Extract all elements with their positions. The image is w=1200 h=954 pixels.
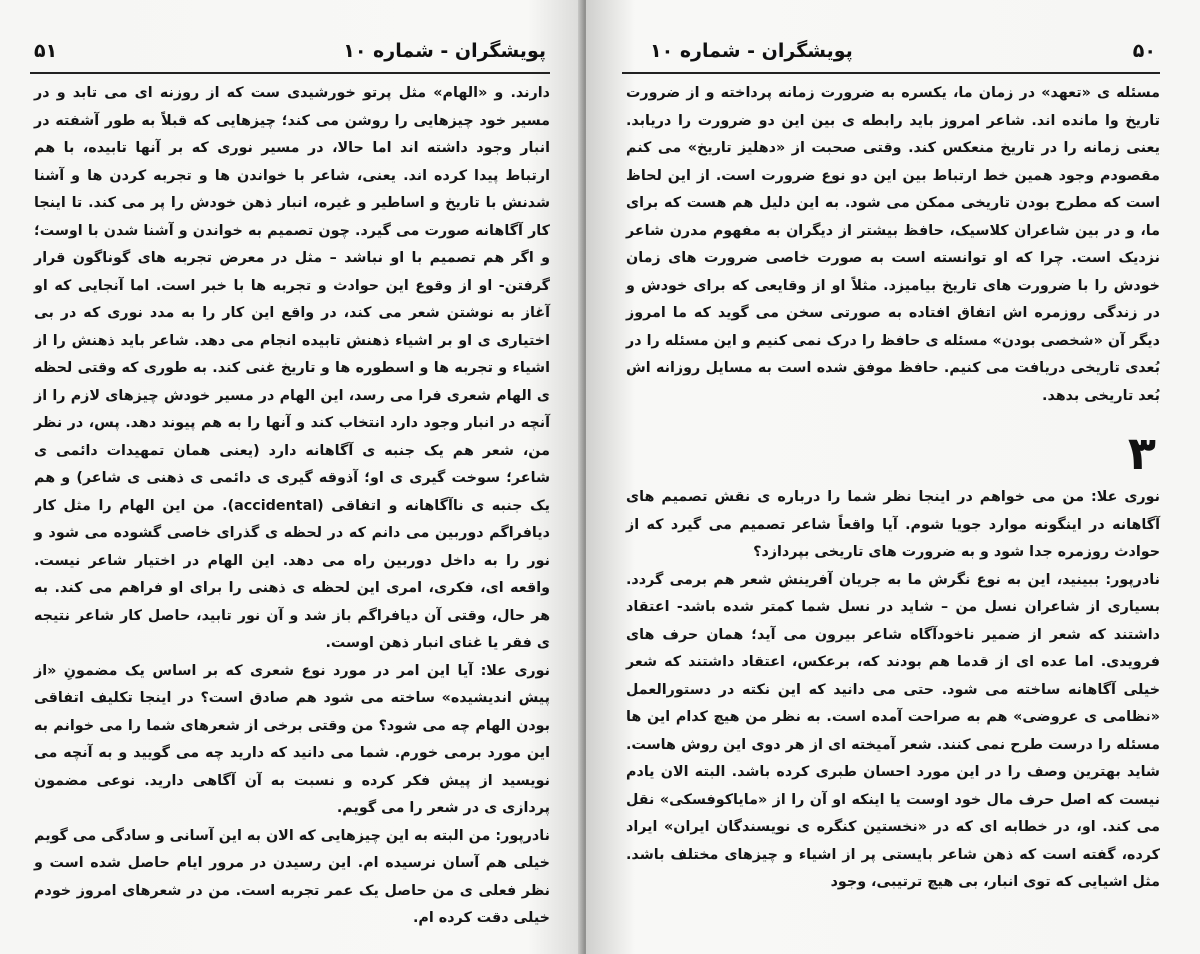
- paragraph: [626, 80, 1160, 410]
- page-number-right: ۵۰: [1132, 40, 1156, 62]
- speaker-label: نادرپور:: [1105, 571, 1160, 588]
- paragraph-text: آیا این امر در مورد نوع شعری که بر اساس یک مضمونِ «از پیش اندیشیده» ساخته می شود هم صادق است؟ در اینجا تکلیف اتفاقی بودن الهام چه می شود؟ من وقتی برخی از شعرهای شما را می خوانم به این مورد برمی خورم. شما می دانید که دارید چه می گویید و به آنچه می نویسید از پیش فکر کرده و نسبت به آن آگاهی دارید. نوعی مضمون پردازی ی در شعر را می گویم.: [34, 662, 550, 816]
- right-page-body-top: [626, 80, 1160, 410]
- speaker-label: نادرپور:: [495, 827, 550, 844]
- paragraph-text: من البته به این چیزهایی که الان به این آسانی و سادگی می گویم خیلی هم آسان نرسیده ام. این رسیدن در مرور ایام حاصل شده است و نظر فعلی ی من حاصل یک عمر تجربه است. من در شعرهای امروز خودم خیلی دقت کرده ام.: [34, 827, 550, 926]
- paragraph: [34, 80, 550, 658]
- speaker-label: نوری علا:: [480, 662, 550, 679]
- paragraph-text: ببینید، این به نوع نگرش ما به جریان آفرینش شعر هم برمی گردد. بسیاری از شاعران نسل من – شاید در نسل شما کمتر شده باشد- اعتقاد داشتند که شعر از ضمیر ناخودآگاه شاعر بیرون می آید؛ همان حرف های فرویدی. اما عده ای از قدما هم بودند که، برعکس، اعتقاد داشتند که شعر خیلی آگاهانه ساخته می شود. حتی می دانید که این نکته در دستورالعمل «نظامی ی عروضی» هم به صراحت آمده است. به نظر من هیچ کدام این ها مسئله را درست طرح نمی کنند. شعر آمیخته ای از هر دوی این روش هاست. شاید بهترین وصف را در این مورد احسان طبری کرده باشد. البته الان یادم نیست که اصل حرف مال خود اوست یا اینکه او آن را از «مایاکوفسکی» نقل می کند. او، در خطابه ای که در «نخستین کنگره ی نویسندگان ایران» ایراد کرده، گفته است که ذهن شاعر بایستی پر از اشیاء و چیزهای مختلف باشد. مثل اشیایی که توی انبار، بی هیچ ترتیبی، وجود: [626, 571, 1160, 890]
- section-number: ۳: [1127, 426, 1156, 480]
- left-page-body: [34, 80, 550, 933]
- right-page: [586, 0, 1200, 954]
- running-head-left: پویشگران - شماره ۱۰: [343, 40, 546, 62]
- speaker-label: نوری علا:: [1091, 489, 1160, 505]
- paragraph: [626, 567, 1160, 897]
- paragraph-text: من می خواهم در اینجا نظر شما را درباره ی نقش تصمیم های آگاهانه در اینگونه موارد جویا شوم. آیا واقعاً شاعر تصمیم می گیرد که از حوادث روزمره جدا شود و به ضرورت های تاریخی بپردازد؟: [626, 489, 1160, 560]
- right-page-body-bottom: [626, 484, 1160, 897]
- header-rule-left: [30, 72, 550, 74]
- paragraph-text: مسئله ی «تعهد» در زمان ما، یکسره به ضرورت زمانه پرداخته و از ضرورت تاریخ وا مانده اند. شاعر امروز باید رابطه ی بین این دو ضرورت را دریابد. یعنی زمانه را در تاریخ منعکس کند. وقتی صحبت از «دهلیز تاریخ» می کنم مقصودم وجود همین خط ارتباط بین این دو نوع ضرورت است. از این لحاظ است که مطرح بودن تاریخی ممکن می شود. به این دلیل هم هست که برای ما، و در بین شاعران کلاسیک، حافظ بیشتر از دیگران به مفهوم مدرن شاعر نزدیک است. چرا که او توانسته است به صورت خاصی ضرورت های زمان خودش را با ضرورت های تاریخ بیامیزد. مثلاً او از وقایعی که برای خودش و در زندگی روزمره اش اتفاق افتاده به صورتی سخن می گوید که ما امروز دیگر آن «شخصی بودن» مسئله ی حافظ را درک نمی کنیم و این مسئله را در بُعدی تاریخی دریافت می کنیم. حافظ موفق شده است به مسایل روزانه اش بُعد تاریخی بدهد.: [626, 85, 1160, 404]
- paragraph: [626, 484, 1160, 567]
- paragraph: [34, 823, 550, 933]
- page-number-left: ۵۱: [34, 40, 58, 62]
- header-rule-right: [622, 72, 1160, 74]
- paragraph-text: دارند. و «الهام» مثل پرتو خورشیدی ست که از روزنه ای می تابد و در مسیر خود چیزهایی را روشن می کند؛ چیزهایی که قبلاً به طور آشفته در انبار وجود داشته اند اما حالا، در مسیر نوری که بر آنها تابیده، با هم ارتباط پیدا کرده اند. یعنی، شاعر با خواندن ها و تجربه کردن ها و آشنا شدنش با تاریخ و اساطیر و غیره، انبار ذهن خودش را پر می کند. تا اینجا کار آگاهانه صورت می گیرد. چون تصمیم به خواندن و آشنا شدن با اوست؛ و اگر هم تصمیم با او نباشد – مثل در معرض تجربه های گوناگون قرار گرفتن- او از وقوع این حوادث و تجربه ها با خبر است. اما آنجایی که او آغاز به نوشتن شعر می کند، در واقع این کار را به مدد نوری که در بی اختیاری ی او بر اشیاء ذهنش تابیده انجام می دهد. شاعر باید ذهنش را از اشیاء و تجربه ها و اسطوره ها و تاریخ غنی کند. به طوری که وقتی لحظه ی الهام شعری فرا می رسد، این الهام در مسیر خودش چیزهای لازم را از آنچه در انبار وجود دارد انتخاب کند و آنها را به هم پیوند دهد. پس، در نظر من، شعر هم یک جنبه ی آگاهانه دارد (یعنی همان تمهیدات دائمی ی شاعر؛ سوخت گیری ی او؛ آذوقه گیری ی دائمی ی ذهنی ی شاعر) و هم یک جنبه ی ناآگاهانه و اتفاقی (accidental). من این الهام را مثل کار دیافراگم دوربین می دانم که در لحظه ی گذرای خاصی گشوده می شود و نور را به داخل دوربین راه می دهد. این الهام در اختیار شاعر نیست. واقعه ای، فکری، امری این لحظه ی ذهنی را برای او فراهم می کند. به هر حال، وقتی آن دیافراگم باز شد و آن نور تابید، حاصل کار شاعر نتیجه ی فقر یا غنای انبار ذهن اوست.: [34, 85, 551, 651]
- running-head-right: پویشگران - شماره ۱۰: [650, 40, 853, 62]
- paragraph: [34, 658, 550, 823]
- left-page: [0, 0, 586, 954]
